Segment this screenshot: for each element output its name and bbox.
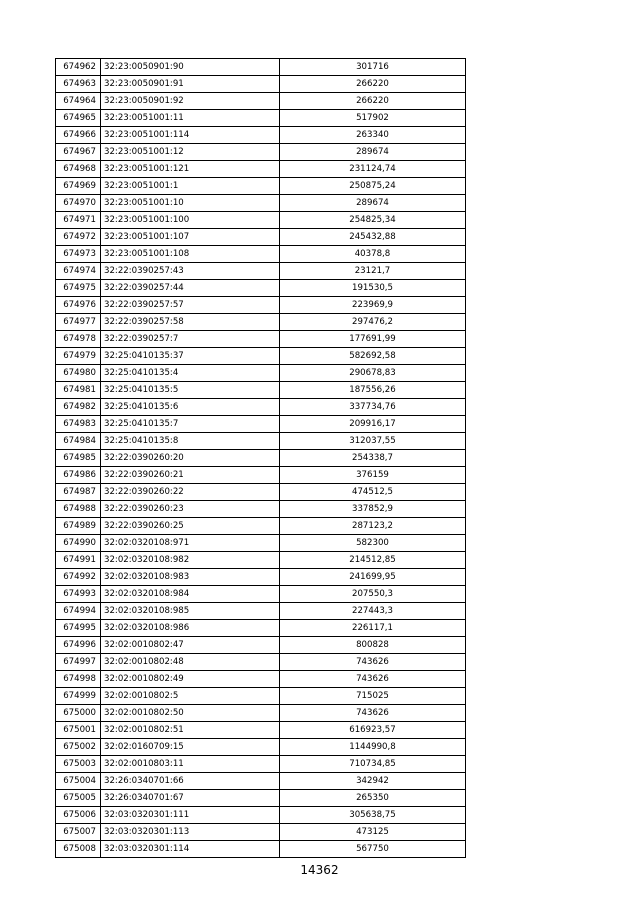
- cadastral-number-cell: 32:25:0410135:6: [101, 399, 280, 416]
- table-row: [56, 195, 466, 212]
- table-row: [56, 314, 466, 331]
- value-cell: 473125: [280, 824, 466, 841]
- table-row: [56, 59, 466, 76]
- table-row: [56, 416, 466, 433]
- row-id-cell: 674963: [56, 76, 101, 93]
- table-row: [56, 518, 466, 535]
- cadastral-number-cell: 32:23:0051001:1: [101, 178, 280, 195]
- row-id-cell: 675006: [56, 807, 101, 824]
- row-id-cell: 675008: [56, 841, 101, 858]
- value-cell: 23121,7: [280, 263, 466, 280]
- cadastral-number-cell: 32:23:0050901:91: [101, 76, 280, 93]
- cadastral-number-cell: 32:25:0410135:7: [101, 416, 280, 433]
- value-cell: 245432,88: [280, 229, 466, 246]
- cadastral-number-cell: 32:02:0320108:984: [101, 586, 280, 603]
- table-row: [56, 807, 466, 824]
- table-row: [56, 127, 466, 144]
- cadastral-number-cell: 32:02:0320108:982: [101, 552, 280, 569]
- value-cell: 187556,26: [280, 382, 466, 399]
- row-id-cell: 675000: [56, 705, 101, 722]
- value-cell: 214512,85: [280, 552, 466, 569]
- cadastral-number-cell: 32:02:0320108:985: [101, 603, 280, 620]
- cadastral-number-cell: 32:03:0320301:113: [101, 824, 280, 841]
- table-row: [56, 637, 466, 654]
- value-cell: 474512,5: [280, 484, 466, 501]
- row-id-cell: 674996: [56, 637, 101, 654]
- cadastral-number-cell: 32:25:0410135:5: [101, 382, 280, 399]
- cadastral-number-cell: 32:26:0340701:67: [101, 790, 280, 807]
- cadastral-number-cell: 32:22:0390260:20: [101, 450, 280, 467]
- value-cell: 337734,76: [280, 399, 466, 416]
- cadastral-number-cell: 32:25:0410135:8: [101, 433, 280, 450]
- value-cell: 231124,74: [280, 161, 466, 178]
- value-cell: 312037,55: [280, 433, 466, 450]
- table-row: [56, 229, 466, 246]
- cadastral-number-cell: 32:23:0051001:100: [101, 212, 280, 229]
- cadastral-number-cell: 32:22:0390257:58: [101, 314, 280, 331]
- row-id-cell: 674968: [56, 161, 101, 178]
- row-id-cell: 674995: [56, 620, 101, 637]
- row-id-cell: 674966: [56, 127, 101, 144]
- row-id-cell: 674975: [56, 280, 101, 297]
- table-row: [56, 365, 466, 382]
- value-cell: 1144990,8: [280, 739, 466, 756]
- cadastral-number-cell: 32:26:0340701:66: [101, 773, 280, 790]
- table-row: [56, 620, 466, 637]
- value-cell: 743626: [280, 654, 466, 671]
- cadastral-number-cell: 32:02:0010802:50: [101, 705, 280, 722]
- value-cell: 209916,17: [280, 416, 466, 433]
- value-cell: 289674: [280, 195, 466, 212]
- table-row: [56, 297, 466, 314]
- table-row: [56, 535, 466, 552]
- cadastral-number-cell: 32:22:0390257:43: [101, 263, 280, 280]
- value-cell: 715025: [280, 688, 466, 705]
- cadastral-number-cell: 32:22:0390257:57: [101, 297, 280, 314]
- row-id-cell: 674985: [56, 450, 101, 467]
- table-row: [56, 280, 466, 297]
- row-id-cell: 674972: [56, 229, 101, 246]
- cadastral-number-cell: 32:03:0320301:111: [101, 807, 280, 824]
- table-row: [56, 450, 466, 467]
- table-row: [56, 212, 466, 229]
- cadastral-number-cell: 32:23:0051001:121: [101, 161, 280, 178]
- value-cell: 266220: [280, 76, 466, 93]
- cadastral-number-cell: 32:23:0051001:10: [101, 195, 280, 212]
- value-cell: 287123,2: [280, 518, 466, 535]
- table-row: [56, 433, 466, 450]
- row-id-cell: 674994: [56, 603, 101, 620]
- table-row: [56, 467, 466, 484]
- cadastral-number-cell: 32:22:0390257:7: [101, 331, 280, 348]
- table-row: [56, 484, 466, 501]
- row-id-cell: 675003: [56, 756, 101, 773]
- row-id-cell: 674983: [56, 416, 101, 433]
- table-body: [56, 59, 466, 858]
- row-id-cell: 674982: [56, 399, 101, 416]
- value-cell: 743626: [280, 671, 466, 688]
- value-cell: 376159: [280, 467, 466, 484]
- table-row: [56, 756, 466, 773]
- value-cell: 250875,24: [280, 178, 466, 195]
- table-row: [56, 722, 466, 739]
- table-row: [56, 161, 466, 178]
- cadastral-number-cell: 32:23:0051001:107: [101, 229, 280, 246]
- table-row: [56, 773, 466, 790]
- value-cell: 289674: [280, 144, 466, 161]
- value-cell: 582300: [280, 535, 466, 552]
- row-id-cell: 674980: [56, 365, 101, 382]
- table-row: [56, 178, 466, 195]
- table-row: [56, 93, 466, 110]
- cadastral-number-cell: 32:23:0051001:11: [101, 110, 280, 127]
- row-id-cell: 674977: [56, 314, 101, 331]
- cadastral-value-table: [55, 58, 466, 858]
- value-cell: 517902: [280, 110, 466, 127]
- value-cell: 305638,75: [280, 807, 466, 824]
- table-row: [56, 671, 466, 688]
- table-row: [56, 824, 466, 841]
- value-cell: 265350: [280, 790, 466, 807]
- value-cell: 254338,7: [280, 450, 466, 467]
- cadastral-number-cell: 32:02:0010802:5: [101, 688, 280, 705]
- row-id-cell: 674984: [56, 433, 101, 450]
- row-id-cell: 674973: [56, 246, 101, 263]
- row-id-cell: 674969: [56, 178, 101, 195]
- value-cell: 800828: [280, 637, 466, 654]
- cadastral-number-cell: 32:23:0051001:12: [101, 144, 280, 161]
- cadastral-number-cell: 32:02:0010802:49: [101, 671, 280, 688]
- value-cell: 290678,83: [280, 365, 466, 382]
- value-cell: 226117,1: [280, 620, 466, 637]
- table-row: [56, 841, 466, 858]
- cadastral-number-cell: 32:02:0010802:48: [101, 654, 280, 671]
- value-cell: 567750: [280, 841, 466, 858]
- row-id-cell: 674965: [56, 110, 101, 127]
- value-cell: 266220: [280, 93, 466, 110]
- cadastral-number-cell: 32:22:0390257:44: [101, 280, 280, 297]
- cadastral-number-cell: 32:23:0050901:90: [101, 59, 280, 76]
- row-id-cell: 674997: [56, 654, 101, 671]
- table-row: [56, 399, 466, 416]
- row-id-cell: 674974: [56, 263, 101, 280]
- row-id-cell: 674986: [56, 467, 101, 484]
- table-row: [56, 246, 466, 263]
- cadastral-number-cell: 32:22:0390260:25: [101, 518, 280, 535]
- table-row: [56, 603, 466, 620]
- table-row: [56, 705, 466, 722]
- cadastral-number-cell: 32:22:0390260:21: [101, 467, 280, 484]
- value-cell: 191530,5: [280, 280, 466, 297]
- table-row: [56, 586, 466, 603]
- table-row: [56, 552, 466, 569]
- table-row: [56, 263, 466, 280]
- row-id-cell: 675005: [56, 790, 101, 807]
- value-cell: 342942: [280, 773, 466, 790]
- cadastral-number-cell: 32:23:0050901:92: [101, 93, 280, 110]
- cadastral-number-cell: 32:02:0320108:986: [101, 620, 280, 637]
- cadastral-number-cell: 32:25:0410135:4: [101, 365, 280, 382]
- table-row: [56, 569, 466, 586]
- table-row: [56, 331, 466, 348]
- cadastral-number-cell: 32:22:0390260:22: [101, 484, 280, 501]
- row-id-cell: 674964: [56, 93, 101, 110]
- row-id-cell: 674970: [56, 195, 101, 212]
- row-id-cell: 675001: [56, 722, 101, 739]
- row-id-cell: 674990: [56, 535, 101, 552]
- value-cell: 743626: [280, 705, 466, 722]
- cadastral-number-cell: 32:03:0320301:114: [101, 841, 280, 858]
- row-id-cell: 674962: [56, 59, 101, 76]
- cadastral-number-cell: 32:02:0320108:983: [101, 569, 280, 586]
- row-id-cell: 674999: [56, 688, 101, 705]
- row-id-cell: 674978: [56, 331, 101, 348]
- value-cell: 337852,9: [280, 501, 466, 518]
- value-cell: 263340: [280, 127, 466, 144]
- value-cell: 207550,3: [280, 586, 466, 603]
- value-cell: 223969,9: [280, 297, 466, 314]
- row-id-cell: 674976: [56, 297, 101, 314]
- table-row: [56, 76, 466, 93]
- table-row: [56, 144, 466, 161]
- row-id-cell: 674989: [56, 518, 101, 535]
- value-cell: 254825,34: [280, 212, 466, 229]
- cadastral-number-cell: 32:02:0320108:971: [101, 535, 280, 552]
- row-id-cell: 675002: [56, 739, 101, 756]
- row-id-cell: 674998: [56, 671, 101, 688]
- row-id-cell: 674971: [56, 212, 101, 229]
- page-number: 14362: [300, 863, 339, 877]
- value-cell: 241699,95: [280, 569, 466, 586]
- value-cell: 40378,8: [280, 246, 466, 263]
- table-row: [56, 501, 466, 518]
- value-cell: 297476,2: [280, 314, 466, 331]
- row-id-cell: 674981: [56, 382, 101, 399]
- value-cell: 710734,85: [280, 756, 466, 773]
- row-id-cell: 675004: [56, 773, 101, 790]
- row-id-cell: 674991: [56, 552, 101, 569]
- row-id-cell: 674967: [56, 144, 101, 161]
- cadastral-number-cell: 32:22:0390260:23: [101, 501, 280, 518]
- table-row: [56, 348, 466, 365]
- table-row: [56, 110, 466, 127]
- row-id-cell: 674988: [56, 501, 101, 518]
- table-row: [56, 654, 466, 671]
- row-id-cell: 674987: [56, 484, 101, 501]
- row-id-cell: 674993: [56, 586, 101, 603]
- value-cell: 227443,3: [280, 603, 466, 620]
- cadastral-number-cell: 32:23:0051001:114: [101, 127, 280, 144]
- table-row: [56, 382, 466, 399]
- cadastral-number-cell: 32:02:0160709:15: [101, 739, 280, 756]
- table-row: [56, 688, 466, 705]
- value-cell: 301716: [280, 59, 466, 76]
- cadastral-number-cell: 32:02:0010802:51: [101, 722, 280, 739]
- row-id-cell: 675007: [56, 824, 101, 841]
- value-cell: 177691,99: [280, 331, 466, 348]
- value-cell: 582692,58: [280, 348, 466, 365]
- cadastral-number-cell: 32:02:0010802:47: [101, 637, 280, 654]
- table-row: [56, 739, 466, 756]
- value-cell: 616923,57: [280, 722, 466, 739]
- cadastral-number-cell: 32:23:0051001:108: [101, 246, 280, 263]
- table-row: [56, 790, 466, 807]
- row-id-cell: 674992: [56, 569, 101, 586]
- cadastral-number-cell: 32:02:0010803:11: [101, 756, 280, 773]
- row-id-cell: 674979: [56, 348, 101, 365]
- cadastral-number-cell: 32:25:0410135:37: [101, 348, 280, 365]
